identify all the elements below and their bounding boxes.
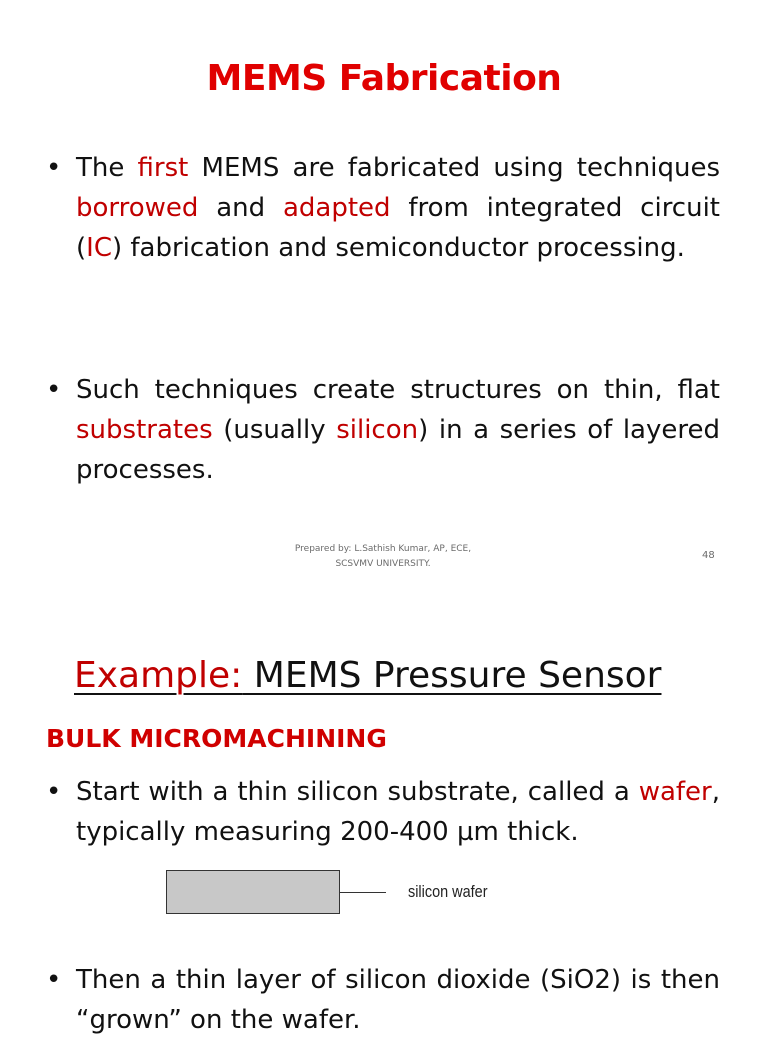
text-run: The bbox=[76, 153, 138, 183]
figure-label: silicon wafer bbox=[408, 882, 488, 901]
footer-line-1: Prepared by: L.Sathish Kumar, AP, ECE, bbox=[294, 544, 472, 554]
label-leader-line bbox=[340, 892, 386, 893]
title-rest: MEMS Pressure Sensor bbox=[242, 655, 662, 696]
section-heading: BULK MICROMACHINING bbox=[46, 724, 387, 753]
text-run: , typically measuring 200-400 µm thick. bbox=[76, 777, 720, 847]
highlight-ic: IC bbox=[86, 233, 112, 263]
bullet-silicon-substrate bbox=[46, 772, 720, 852]
slide-footer bbox=[228, 542, 538, 572]
wafer-rectangle bbox=[166, 870, 340, 914]
slide-title bbox=[74, 652, 661, 700]
slide-title: MEMS Fabrication bbox=[206, 58, 562, 99]
bullet-dot: • bbox=[46, 965, 62, 995]
text-run: Then a thin layer of silicon dioxide (SiO2) is then “grown” on the wafer. bbox=[76, 965, 720, 1035]
bullet-dot: • bbox=[46, 777, 62, 807]
title-prefix: Example: bbox=[74, 655, 243, 696]
bullet-silicon-dioxide bbox=[46, 960, 720, 1040]
text-run: and bbox=[198, 193, 283, 223]
highlight-first: first bbox=[137, 153, 189, 183]
text-run: from integrated circuit ( bbox=[76, 193, 721, 263]
bullet-dot: • bbox=[46, 153, 62, 183]
text-run: Such techniques create structures on thin, flat bbox=[76, 375, 720, 405]
silicon-wafer-figure bbox=[164, 868, 524, 920]
text-run: (usually bbox=[212, 415, 337, 445]
page-number: 48 bbox=[702, 550, 715, 561]
bullet-text bbox=[76, 370, 720, 490]
bullet-text bbox=[76, 148, 720, 268]
highlight-wafer: wafer bbox=[638, 777, 712, 807]
highlight-silicon: silicon bbox=[336, 415, 419, 445]
bullet-text bbox=[76, 772, 720, 852]
text-run: ) in a series of layered processes. bbox=[76, 415, 720, 485]
bullet-text bbox=[76, 960, 720, 1040]
bullet-dot: • bbox=[46, 375, 62, 405]
bullet-such-techniques bbox=[46, 370, 720, 490]
highlight-borrowed: borrowed bbox=[76, 193, 199, 223]
footer-line-2: SCSVMV UNIVERSITY. bbox=[335, 559, 431, 569]
text-run: Start with a thin silicon substrate, called a bbox=[76, 777, 639, 807]
bullet-first-mems bbox=[46, 148, 720, 268]
slide-mems-pressure-sensor bbox=[0, 600, 768, 1035]
text-run: ) fabrication and semiconductor processing. bbox=[111, 233, 685, 263]
highlight-adapted: adapted bbox=[282, 193, 391, 223]
highlight-substrates: substrates bbox=[76, 415, 213, 445]
text-run: MEMS are fabricated using techniques bbox=[188, 153, 720, 183]
